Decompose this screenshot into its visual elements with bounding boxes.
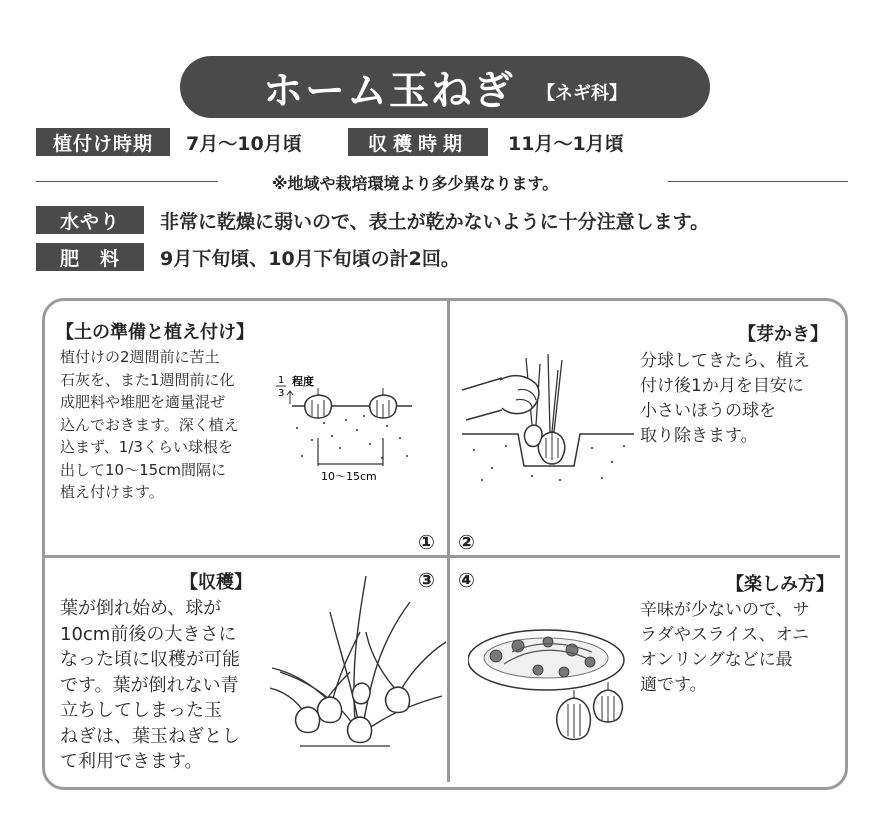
panel-vertical-divider [447,300,450,782]
note-rule-right [668,181,848,182]
section-thinning-text: 分球してきたら、植え 付け後1か月を目安に 小さいほうの球を 取り除きます。 [640,351,810,446]
note-rule-left [36,181,218,182]
salad-illustration [468,612,638,752]
planting-period-value: 7月〜10月頃 [186,133,302,155]
panel-horizontal-divider [44,555,840,558]
section-thinning-title: 【芽かき】 [738,324,828,345]
plant-family: 【ネギ科】 [537,83,627,104]
planting-period-label: 植付け時期 [36,128,170,156]
harvest-period-value: 11月〜1月頃 [508,133,624,155]
page-title: ホーム玉ねぎ [263,67,515,114]
section-harvest-text: 葉が倒れ始め、球が 10cm前後の大きさに なった頃に収穫が可能 です。葉が倒れない青 立ちしてしまった玉 ねぎは、葉玉ねぎとし て利用できます。 [60,598,240,772]
depth-fraction-den: 3 [278,388,285,399]
title-banner [180,56,710,118]
harvest-illustration [270,572,446,758]
watering-label: 水やり [36,206,144,234]
section-enjoy-title: 【楽しみ方】 [726,574,834,595]
fertilizer-label: 肥 料 [36,243,144,271]
planting-illustration [272,368,422,486]
step-number-4: ④ [458,568,475,592]
spacing-label: 10〜15cm [321,470,377,483]
watering-text: 非常に乾燥に弱いので、表土が乾かないように十分注意します。 [160,211,710,233]
step-number-3: ③ [418,568,435,592]
section-soil-text: 植付けの2週間前に苦土 石灰を、また1週間前に化 成肥料や堆肥を適量混ぜ 込んでおきます。深く植え 込まず、1/3くらい球根を 出して10〜15cm間隔に 植え付けます。 [60,348,239,501]
step-number-1: ① [418,530,435,554]
region-note: ※地域や栽培環境より多少異なります。 [272,174,559,193]
section-enjoy-text: 辛味が少ないので、サ ラダやスライス、オニ オンリングなどに最 適です。 [640,600,810,695]
section-soil-title: 【土の準備と植え付け】 [56,322,254,343]
step-number-2: ② [458,530,475,554]
depth-fraction-num: 1 [278,375,285,386]
depth-label: 程度 [292,375,314,388]
fertilizer-text: 9月下旬頃、10月下旬頃の計2回。 [160,248,460,270]
section-harvest-title: 【収穫】 [180,572,252,593]
thinning-illustration [462,350,640,492]
harvest-period-label: 収穫時期 [348,128,488,156]
